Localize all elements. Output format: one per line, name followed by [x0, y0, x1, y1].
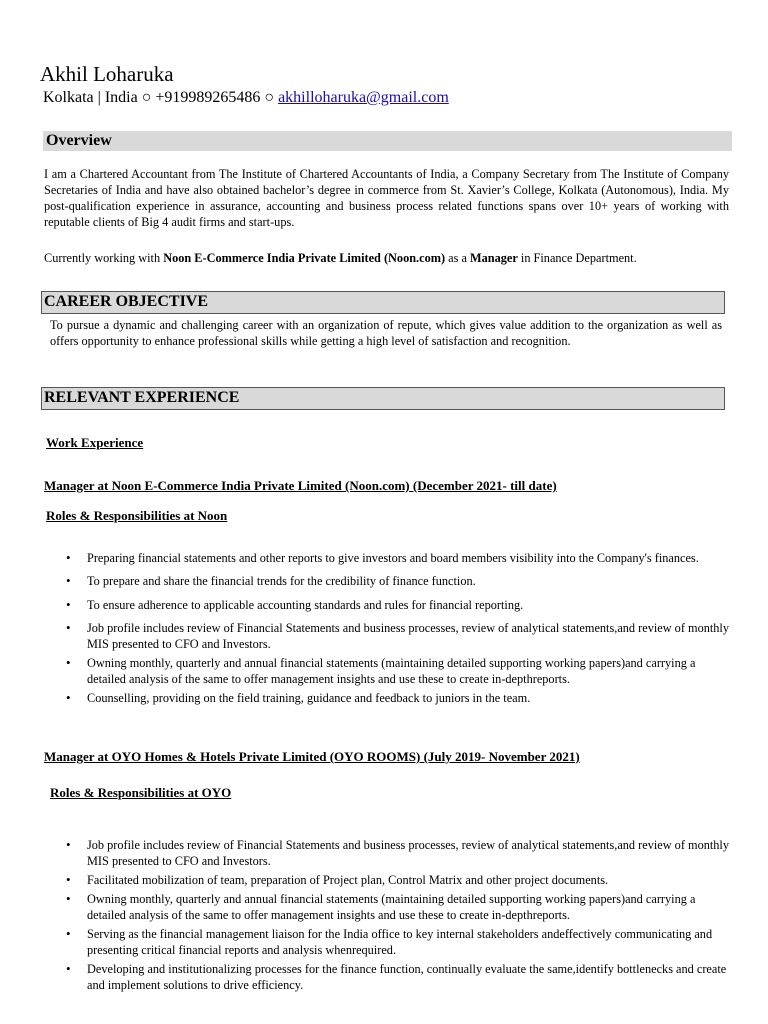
job2-title: Manager at OYO Homes & Hotels Private Limited (OYO ROOMS) (July 2019- November 2021)	[44, 749, 580, 764]
contact-location-phone: Kolkata | India ○ +919989265486 ○	[43, 89, 279, 106]
list-item: • Owning monthly, quarterly and annual financial statements (maintaining detailed supporting working papers)and carrying a detailed analysis of the same to offer management insights and use these to create in-depthreports.	[66, 891, 696, 922]
current-position: Manager	[470, 251, 518, 265]
list-item: • To prepare and share the financial trends for the credibility of finance function.	[66, 573, 476, 588]
bullet-icon: •	[66, 690, 71, 705]
bullet-icon: •	[66, 550, 71, 565]
bullet-icon: •	[66, 597, 71, 612]
bullet-icon: •	[66, 620, 71, 635]
job2-bullet-list	[44, 837, 734, 993]
bullet-icon: •	[66, 837, 71, 852]
current-employer: Noon E-Commerce India Private Limited (Noon.com)	[163, 251, 446, 265]
job1-roles-heading: Roles & Responsibilities at Noon	[46, 508, 228, 523]
list-item: • To ensure adherence to applicable accounting standards and rules for financial reporting.	[66, 597, 524, 612]
list-item: • Preparing financial statements and other reports to give investors and board members visibility into the Company's finances.	[66, 550, 699, 565]
bullet-icon: •	[66, 891, 71, 906]
list-item: • Job profile includes review of Financial Statements and business processes, review of analytical statements,and review of monthly MIS presented to CFO and Investors.	[66, 620, 729, 651]
list-item: • Serving as the financial management liaison for the India office to key internal stakeholders andeffectively communicating and presenting critical financial reports and analysis whenrequired.	[66, 926, 713, 957]
current-role-paragraph	[44, 250, 729, 266]
current-role-text-3: in Finance Department.	[517, 251, 637, 265]
list-item: • Developing and institutionalizing processes for the finance function, continually evaluate the same,identify bottlenecks and create and implement solutions to drive efficiency.	[66, 961, 727, 992]
overview-heading-bar	[43, 131, 732, 151]
overview-paragraph: I am a Chartered Accountant from The Institute of Chartered Accountants of India, a Company Secretary from The Institute of Company Secretaries of India and have also obtained bachelor’s degree in commerce from St. Xavier’s College, Kolkata (Autonomous), India. My post-qualification experience in assurance, accounting and business process related functions spans over 10+ years of working with reputable clients of Big 4 audit firms and start-ups.	[44, 167, 729, 229]
candidate-name: Akhil Loharuka	[40, 62, 174, 86]
overview-heading: Overview	[46, 132, 112, 149]
job1-bullet-list	[44, 550, 734, 706]
bullet-icon: •	[66, 573, 71, 588]
job2-roles-heading: Roles & Responsibilities at OYO	[50, 785, 232, 800]
list-item: • Facilitated mobilization of team, preparation of Project plan, Control Matrix and other project documents.	[66, 872, 609, 887]
relevant-experience-heading-box	[41, 387, 725, 410]
current-role-text-2: as a	[445, 251, 471, 265]
list-item: • Owning monthly, quarterly and annual financial statements (maintaining detailed supporting working papers)and carrying a detailed analysis of the same to offer management insights and use these to create in-depthreports.	[66, 655, 696, 686]
bullet-icon: •	[66, 655, 71, 670]
list-item: • Counselling, providing on the field training, guidance and feedback to juniors in the team.	[66, 690, 531, 705]
bullet-icon: •	[66, 872, 71, 887]
career-objective-heading: CAREER OBJECTIVE	[44, 293, 209, 310]
contact-line	[43, 89, 449, 107]
bullet-icon: •	[66, 926, 71, 941]
bullet-icon: •	[66, 961, 71, 976]
career-objective-text: To pursue a dynamic and challenging career with an organization of repute, which gives value addition to the organization as well as offers opportunity to enhance professional skills while getting a high level of satisfaction and recognition.	[50, 318, 722, 348]
job1-title: Manager at Noon E-Commerce India Private Limited (Noon.com) (December 2021- till date)	[44, 478, 557, 493]
list-item: • Job profile includes review of Financial Statements and business processes, review of analytical statements,and review of monthly MIS presented to CFO and Investors.	[66, 837, 729, 868]
relevant-experience-heading: RELEVANT EXPERIENCE	[44, 389, 240, 406]
current-role-text: Currently working with	[44, 251, 164, 265]
email-link[interactable]: akhilloharuka@gmail.com	[278, 89, 449, 106]
career-objective-heading-box	[41, 291, 725, 314]
work-experience-heading: Work Experience	[46, 435, 144, 450]
